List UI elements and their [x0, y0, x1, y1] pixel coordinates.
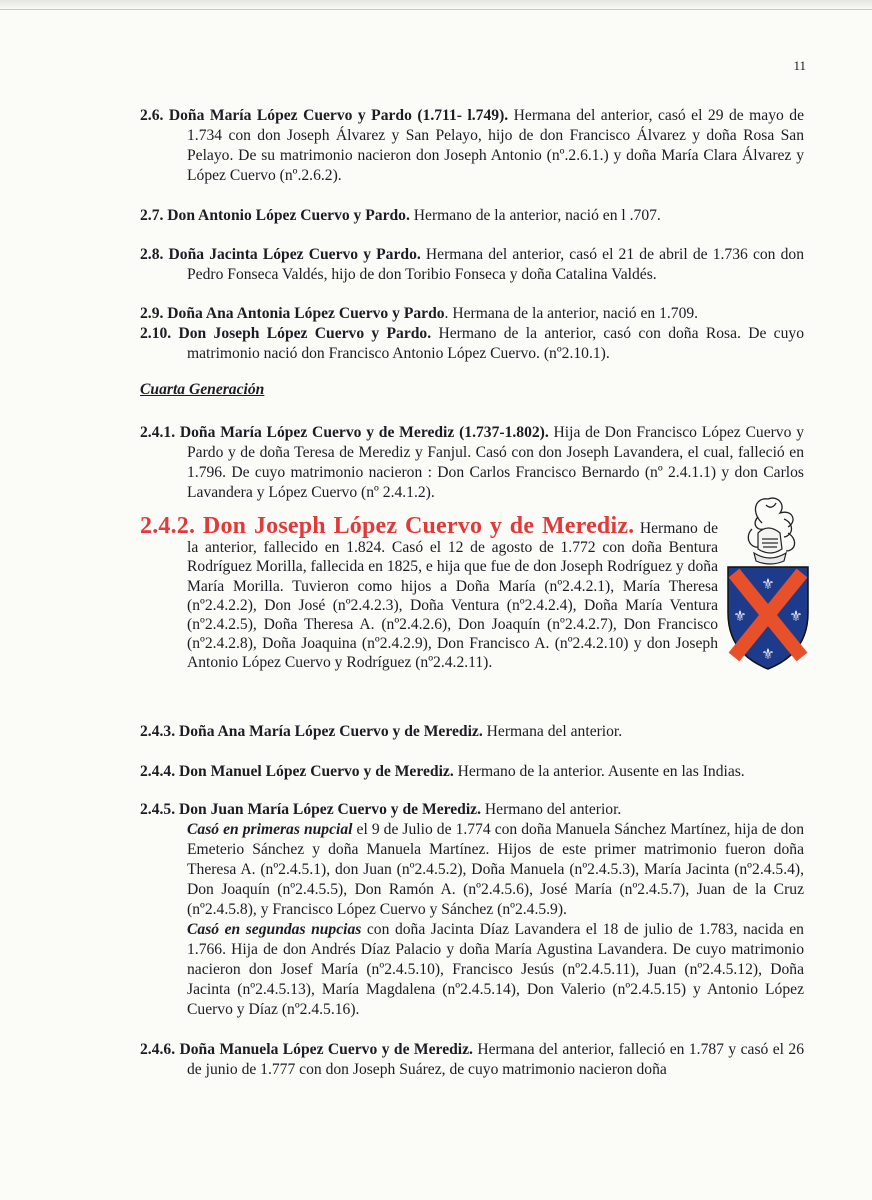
entry-name-highlighted: 2.4.2. Don Joseph López Cuervo y de Merediz. [140, 513, 635, 539]
entry-text: . Hermana de la anterior, nació en 1.709. [444, 305, 699, 322]
entry-text: Hermana del anterior. [482, 723, 623, 740]
entry-text: Hermana del anterior, casó el 21 de abril de 1.736 con don Pedro Fonseca Valdés, hijo de don Toribio Fonseca y doña Catalina Valdés. [187, 246, 805, 283]
entry-name: 2.8. Doña Jacinta López Cuervo y Pardo. [140, 246, 421, 263]
entry-text: Hermano de la anterior, fallecido en 1.824. Casó el 12 de agosto de 1.772 con doña Bentura Rodríguez Morilla, fallecida en 1825, e hija que fue de don Joseph Rodríguez y doña María Morilla. Tuvieron como hijos a Doña María (nº2.4.2.1), María Theresa (nº2.4.2.2), Don José (nº2.4.2.3), Doña Ventura (nº2.4.2.4), Doña María Ventura (nº2.4.2.5), Doña Theresa A. (nº2.4.2.6), Don Joaquín (nº2.4.2.7), Don Francisco (nº2.4.2.8), Doña Joaquina (nº2.4.2.9), Don Francisco A. (nº2.4.2.10) y don Joseph Antonio López Cuervo y Rodríguez (nº2.4.2.11). [187, 520, 718, 672]
entry-2-9 [140, 304, 804, 324]
entry-name: 2.4.6. Doña Manuela López Cuervo y de Merediz. [140, 1041, 473, 1058]
entry-2-4-6 [140, 1040, 804, 1080]
entry-2-4-1 [140, 423, 804, 503]
svg-text:⚜: ⚜ [733, 607, 747, 625]
entry-text: Hermano del anterior. [481, 801, 622, 818]
entry-name: 2.4.1. Doña María López Cuervo y de Merediz (1.737-1.802). [140, 424, 549, 441]
entry-2-4-4 [140, 762, 804, 782]
page-number: 11 [793, 58, 806, 73]
svg-text:⚜: ⚜ [761, 575, 775, 593]
entry-text: Hermano de la anterior, nació en l .707. [409, 207, 661, 224]
entry-name: 2.9. Doña Ana Antonia López Cuervo y Pardo [140, 305, 445, 322]
entry-text: Hermana del anterior, casó el 29 de mayo de 1.734 con don Joseph Álvarez y San Pelayo, hijo de don Francisco Álvarez y doña Rosa San Pelayo. De su matrimonio nacieron don Joseph Antonio (nº.2.6.1.) y doña María Clara Álvarez y López Cuervo (nº.2.6.2). [187, 107, 804, 184]
entry-text: Hija de Don Francisco López Cuervo y Pardo y de doña Teresa de Merediz y Fanjul. Casó con don Joseph Lavandera, el cual, falleció en 1.796. De cuyo matrimonio nacieron : Don Carlos Francisco Bernardo (nº 2.4.1.1) y don Carlos Lavandera y López Cuervo (nº 2.4.1.2). [187, 424, 804, 501]
entry-2-10 [140, 324, 804, 364]
entry-name: 2.4.4. Don Manuel López Cuervo y de Merediz. [140, 763, 454, 780]
entry-2-7 [140, 206, 804, 226]
entry-text: Hermano de la anterior, casó con doña Rosa. De cuyo matrimonio nació don Francisco Antonio López Cuervo. (nº2.10.1). [187, 325, 804, 362]
scan-line [0, 9, 872, 10]
entry-2-8 [140, 245, 804, 285]
svg-text:⚜: ⚜ [761, 645, 775, 663]
entry-2-6 [140, 106, 804, 186]
second-marriage-text: con doña Jacinta Díaz Lavandera el 18 de julio de 1.783, nacida en 1.766. Hija de don Andrés Díaz Palacio y doña María Agustina Lavandera. De cuyo matrimonio nacieron don Josef María (nº2.4.5.10), Francisco Jesús (nº2.4.5.11), Juan (nº2.4.5.12), Doña Jacinta (nº2.4.5.13), María Magdalena (nº2.4.5.14), Don Valerio (nº2.4.5.15) y Antonio López Cuervo y Díaz (nº2.4.5.16). [187, 921, 804, 1018]
crest-helmet [754, 528, 786, 564]
entry-text: Hermana del anterior, falleció en 1.787 y casó el 26 de junio de 1.777 con don Joseph Suárez, de cuyo matrimonio nacieron doña [187, 1041, 804, 1078]
entry-name: 2.10. Don Joseph López Cuervo y Pardo. [140, 325, 432, 342]
first-marriage-text: el 9 de Julio de 1.774 con doña Manuela Sánchez Martínez, hija de don Emeterio Sánchez y doña Manuela Martínez. Hijos de este primer matrimonio fueron doña Theresa A. (nº2.4.5.1), don Juan (nº2.4.5.2), Doña Manuela (nº2.4.5.3), María Jacinta (nº2.4.5.4), Don Joaquín (nº2.4.5.5), Don Ramón A. (nº2.4.5.6), José María (nº2.4.5.7), Juan de la Cruz (nº2.4.5.8), y Francisco López Cuervo y Sánchez (nº2.4.5.9). [187, 821, 804, 918]
first-marriage-label: Casó en primeras nupcial [187, 821, 353, 838]
entry-name: 2.4.3. Doña Ana María López Cuervo y de Merediz. [140, 723, 483, 740]
entry-2-4-3 [140, 722, 804, 742]
entry-name: 2.4.5. Don Juan María López Cuervo y de Merediz. [140, 801, 482, 818]
entry-name: 2.7. Don Antonio López Cuervo y Pardo. [140, 207, 410, 224]
coat-of-arms-icon [722, 493, 814, 673]
entry-2-4-5 [140, 800, 804, 1020]
second-marriage-label: Casó en segundas nupcias [187, 921, 362, 938]
entry-text: Hermano de la anterior. Ausente en las Indias. [453, 763, 745, 780]
entry-2-4-2 [140, 513, 718, 673]
svg-text:⚜: ⚜ [789, 607, 803, 625]
entry-name: 2.6. Doña María López Cuervo y Pardo (1.711- l.749). [140, 107, 509, 124]
section-heading: Cuarta Generación [140, 381, 265, 398]
